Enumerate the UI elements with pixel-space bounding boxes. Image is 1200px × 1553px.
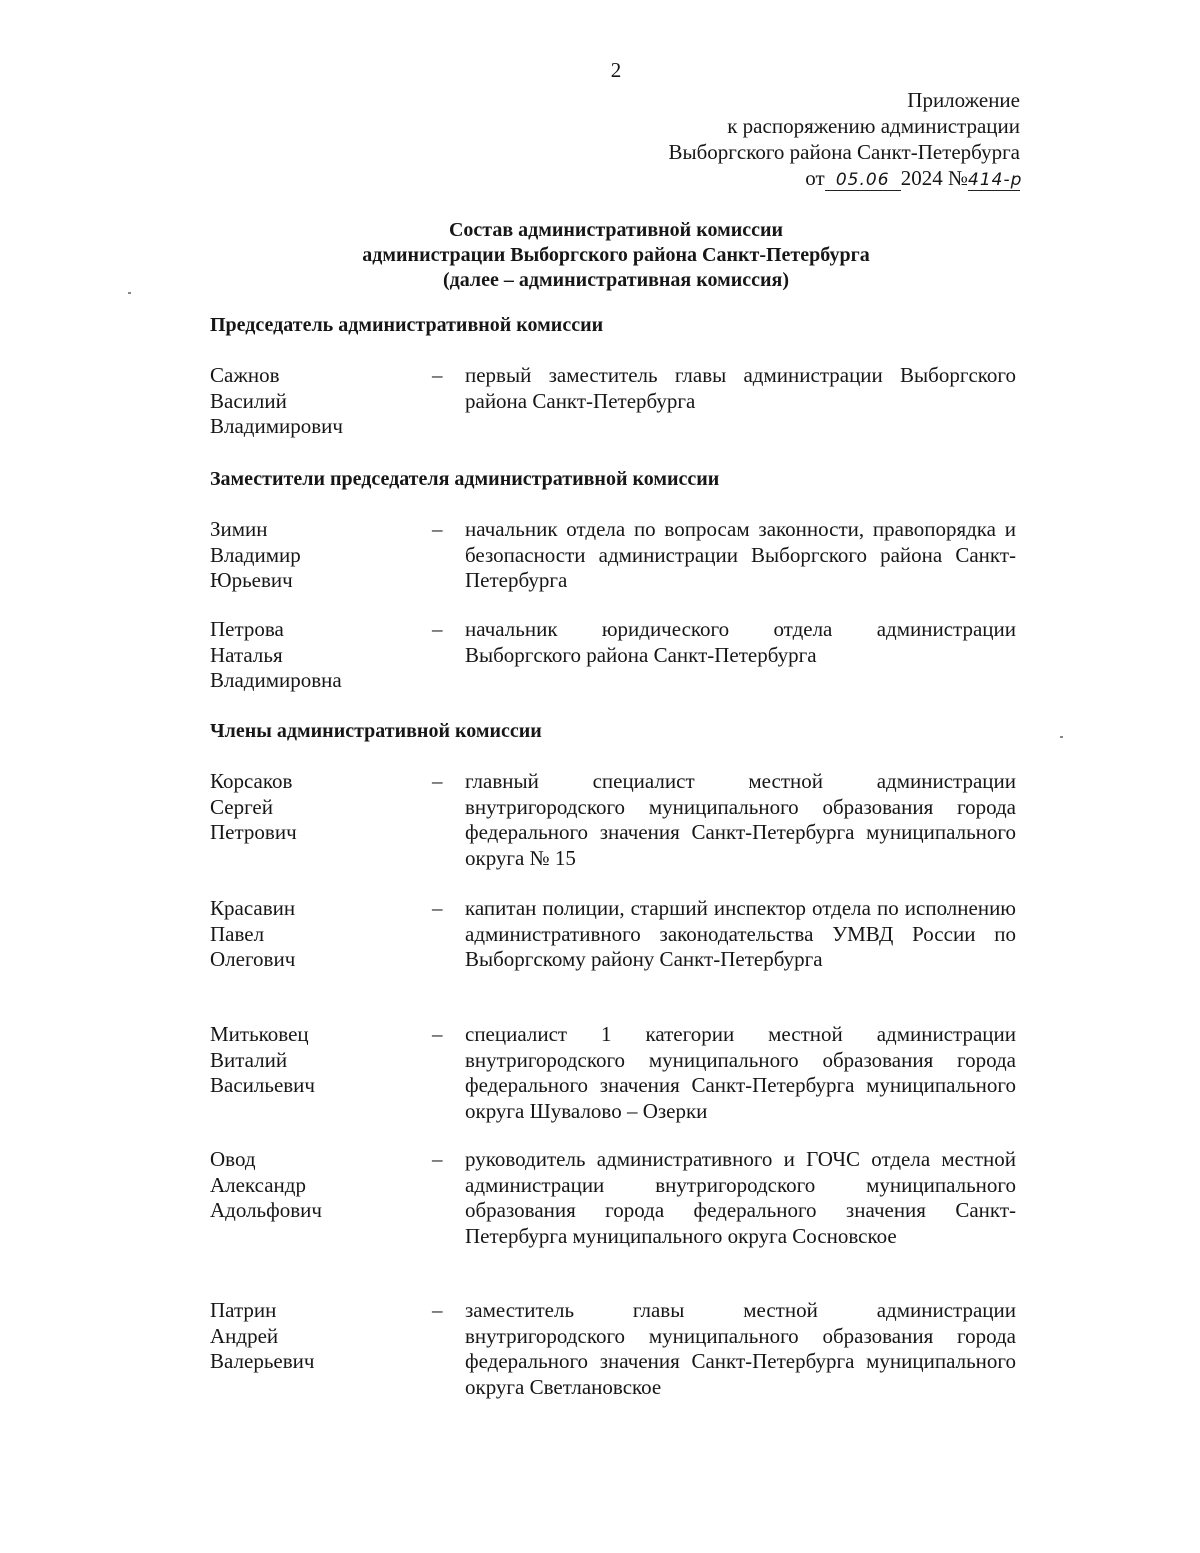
member-dash: – <box>432 1022 443 1046</box>
member-name <box>210 769 410 846</box>
member-surname: Корсаков <box>210 769 293 793</box>
member-name <box>210 1147 410 1224</box>
member-dash: – <box>432 617 443 641</box>
member-dash: – <box>432 1298 443 1322</box>
appendix-line-2: к распоряжению администрации <box>727 114 1020 138</box>
member-patronymic: Владимирович <box>210 414 343 439</box>
member-dash: – <box>432 896 443 920</box>
member-first-name: Павел <box>210 921 265 946</box>
member-patronymic: Валерьевич <box>210 1349 315 1374</box>
member-first-name: Владимир <box>210 542 301 567</box>
member-patronymic: Владимировна <box>210 668 342 693</box>
member-surname: Патрин <box>210 1298 277 1322</box>
date-prefix: от <box>805 166 825 190</box>
member-first-name: Виталий <box>210 1047 288 1072</box>
document-title <box>0 218 1200 293</box>
member-surname: Зимин <box>210 517 268 541</box>
member-first-name: Наталья <box>210 642 283 667</box>
year: 2024 <box>900 166 943 190</box>
page-number: 2 <box>610 58 622 82</box>
section-heading-deputies: Заместители председателя административной комиссии <box>210 468 720 490</box>
title-line-3: (далее – административная комиссия) <box>442 269 790 291</box>
date-field <box>825 168 901 191</box>
member-position: заместитель главы местной администрации внутригородского муниципального образования города федерального значения Санкт-Петербурга муниципального округа Светлановское <box>465 1298 1016 1399</box>
number-field <box>968 168 1023 191</box>
scan-speck <box>128 292 131 294</box>
member-dash: – <box>432 769 443 793</box>
appendix-line-3: Выборгского района Санкт-Петербурга <box>668 140 1020 164</box>
member-first-name: Александр <box>210 1172 306 1197</box>
title-line-1: Состав административной комиссии <box>448 219 784 241</box>
member-patronymic: Петрович <box>210 820 297 845</box>
member-position: начальник отдела по вопросам законности, правопорядка и безопасности администрации Выборгского района Санкт-Петербурга <box>465 517 1016 593</box>
member-position: капитан полиции, старший инспектор отдела по исполнению административного законодательства УМВД России по Выборгскому району Санкт-Петербурга <box>465 896 1016 972</box>
member-name <box>210 617 410 694</box>
section-heading-members: Члены административной комиссии <box>210 720 542 742</box>
number-value: 414-р <box>968 170 1023 190</box>
member-surname: Митьковец <box>210 1022 309 1046</box>
title-line-2: администрации Выборгского района Санкт-Петербурга <box>362 244 870 266</box>
member-dash: – <box>432 363 443 387</box>
member-position: первый заместитель главы администрации Выборгского района Санкт-Петербурга <box>465 363 1016 413</box>
date-value: 05.06 <box>835 170 890 190</box>
member-surname: Сажнов <box>210 363 280 387</box>
member-dash: – <box>432 517 443 541</box>
member-surname: Овод <box>210 1147 256 1171</box>
section-heading-chairman: Председатель административной комиссии <box>210 314 604 336</box>
member-dash: – <box>432 1147 443 1171</box>
member-surname: Красавин <box>210 896 296 920</box>
appendix-line-1: Приложение <box>907 88 1020 112</box>
member-position: руководитель административного и ГОЧС отдела местной администрации внутригородского муниципального образования города федерального значения Санкт-Петербурга муниципального округа Сосновское <box>465 1147 1016 1248</box>
member-patronymic: Адольфович <box>210 1198 322 1223</box>
member-first-name: Василий <box>210 388 287 413</box>
member-name <box>210 363 410 440</box>
scan-speck <box>1060 736 1063 738</box>
member-first-name: Сергей <box>210 794 273 819</box>
appendix-date-line <box>668 165 1023 191</box>
appendix-block <box>668 87 1023 191</box>
member-position: начальник юридического отдела администрации Выборгского района Санкт-Петербурга <box>465 617 1016 667</box>
member-name <box>210 1022 410 1099</box>
number-label: № <box>947 166 968 190</box>
member-position: специалист 1 категории местной администрации внутригородского муниципального образования города федерального значения Санкт-Петербурга муниципального округа Шувалово – Озерки <box>465 1022 1016 1123</box>
member-patronymic: Олегович <box>210 947 296 972</box>
member-surname: Петрова <box>210 617 284 641</box>
member-name <box>210 1298 410 1375</box>
member-position: главный специалист местной администрации внутригородского муниципального образования города федерального значения Санкт-Петербурга муниципального округа № 15 <box>465 769 1016 870</box>
member-first-name: Андрей <box>210 1323 279 1348</box>
member-name <box>210 896 410 973</box>
member-patronymic: Юрьевич <box>210 568 293 593</box>
member-name <box>210 517 410 594</box>
member-patronymic: Васильевич <box>210 1073 315 1098</box>
